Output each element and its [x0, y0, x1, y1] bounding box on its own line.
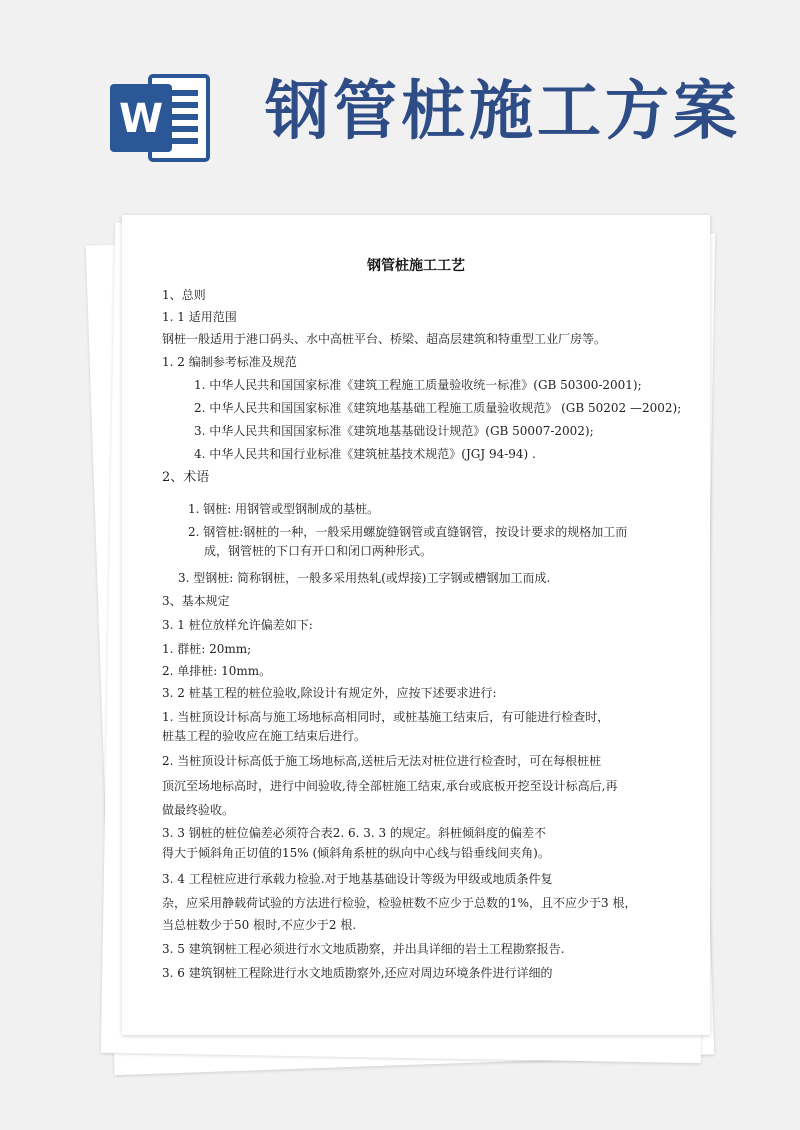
paragraph-line: 3. 4 工程桩应进行承载力检验.对于地基基础设计等级为甲级或地质条件复: [162, 872, 553, 886]
paragraph-line: 当总桩数少于50 根时,不应少于2 根.: [162, 918, 357, 932]
list-item: 1. 群桩: 20mm;: [162, 642, 252, 656]
subsection-heading: 1. 1 适用范围: [162, 310, 237, 324]
subsection-heading: 3. 2 桩基工程的桩位验收,除设计有规定外，应按下述要求进行:: [162, 686, 497, 700]
subsection-heading: 1. 2 编制参考标准及规范: [162, 355, 297, 369]
document-title: 钢管桩施工工艺: [367, 258, 465, 274]
list-item: 2. 钢管桩:钢桩的一种，一般采用螺旋缝钢管或直缝钢管，按设计要求的规格加工而: [188, 525, 628, 539]
list-item: 2. 单排桩: 10mm。: [162, 664, 272, 678]
list-item-continuation: 成，钢管桩的下口有开口和闭口两种形式。: [204, 544, 433, 558]
paragraph-line: 3. 6 建筑钢桩工程除进行水文地质勘察外,还应对周边环境条件进行详细的: [162, 966, 553, 980]
header: [0, 0, 800, 200]
paragraph-line: 3. 3 钢桩的桩位偏差必须符合表2. 6. 3. 3 的规定。斜桩倾斜度的偏差不: [162, 826, 546, 840]
list-item: 1. 中华人民共和国国家标准《建筑工程施工质量验收统一标准》(GB 50300-2001);: [194, 378, 642, 392]
section-heading: 2、术语: [162, 470, 210, 485]
paragraph-line: 做最终验收。: [162, 803, 235, 817]
section-heading: 3、基本规定: [162, 594, 230, 608]
section-heading: 1、总则: [162, 288, 206, 302]
paragraph-line: 钢桩一般适用于港口码头、水中高桩平台、桥梁、超高层建筑和特重型工业厂房等。: [162, 332, 607, 346]
list-item: 1. 钢桩: 用钢管或型钢制成的基桩。: [188, 502, 380, 516]
list-item: 3. 型钢桩: 简称钢桩，一般多采用热轧(或焊接)工字钢或槽钢加工而成.: [178, 571, 551, 585]
paragraph-line: 3. 5 建筑钢桩工程必须进行水文地质勘察，并出具详细的岩土工程勘察报告.: [162, 942, 565, 956]
paragraph-line: 顶沉至场地标高时，进行中间验收,待全部桩施工结束,承台或底板开挖至设计标高后,再: [162, 779, 618, 793]
list-item: 3. 中华人民共和国国家标准《建筑地基基础设计规范》(GB 50007-2002);: [194, 424, 594, 438]
paragraph-line: 得大于倾斜角正切值的15% (倾斜角系桩的纵向中心线与铅垂线间夹角)。: [162, 846, 550, 860]
word-document-icon: [108, 70, 212, 166]
subsection-heading: 3. 1 桩位放样允许偏差如下:: [162, 618, 313, 632]
paragraph-line: 桩基工程的验收应在施工结束后进行。: [162, 729, 367, 743]
page-title: 钢管桩施工方案: [265, 75, 741, 149]
list-item: 2. 中华人民共和国国家标准《建筑地基基础工程施工质量验收规范》 (GB 50202 —2002);: [194, 401, 682, 415]
paragraph-line: 1. 当桩顶设计标高与施工场地标高相同时，或桩基施工结束后，有可能进行检查时，: [162, 710, 610, 724]
paragraph-line: 杂，应采用静载荷试验的方法进行检验，检验桩数不应少于总数的1%，且不应少于3 根，: [162, 896, 637, 910]
list-item: 4. 中华人民共和国行业标准《建筑桩基技术规范》(JGJ 94-94) .: [194, 447, 536, 461]
paragraph-line: 2. 当桩顶设计标高低于施工场地标高,送桩后无法对桩位进行检查时，可在每根桩桩: [162, 754, 602, 768]
word-icon-letter: W: [118, 96, 164, 142]
document-page: [122, 215, 710, 1035]
